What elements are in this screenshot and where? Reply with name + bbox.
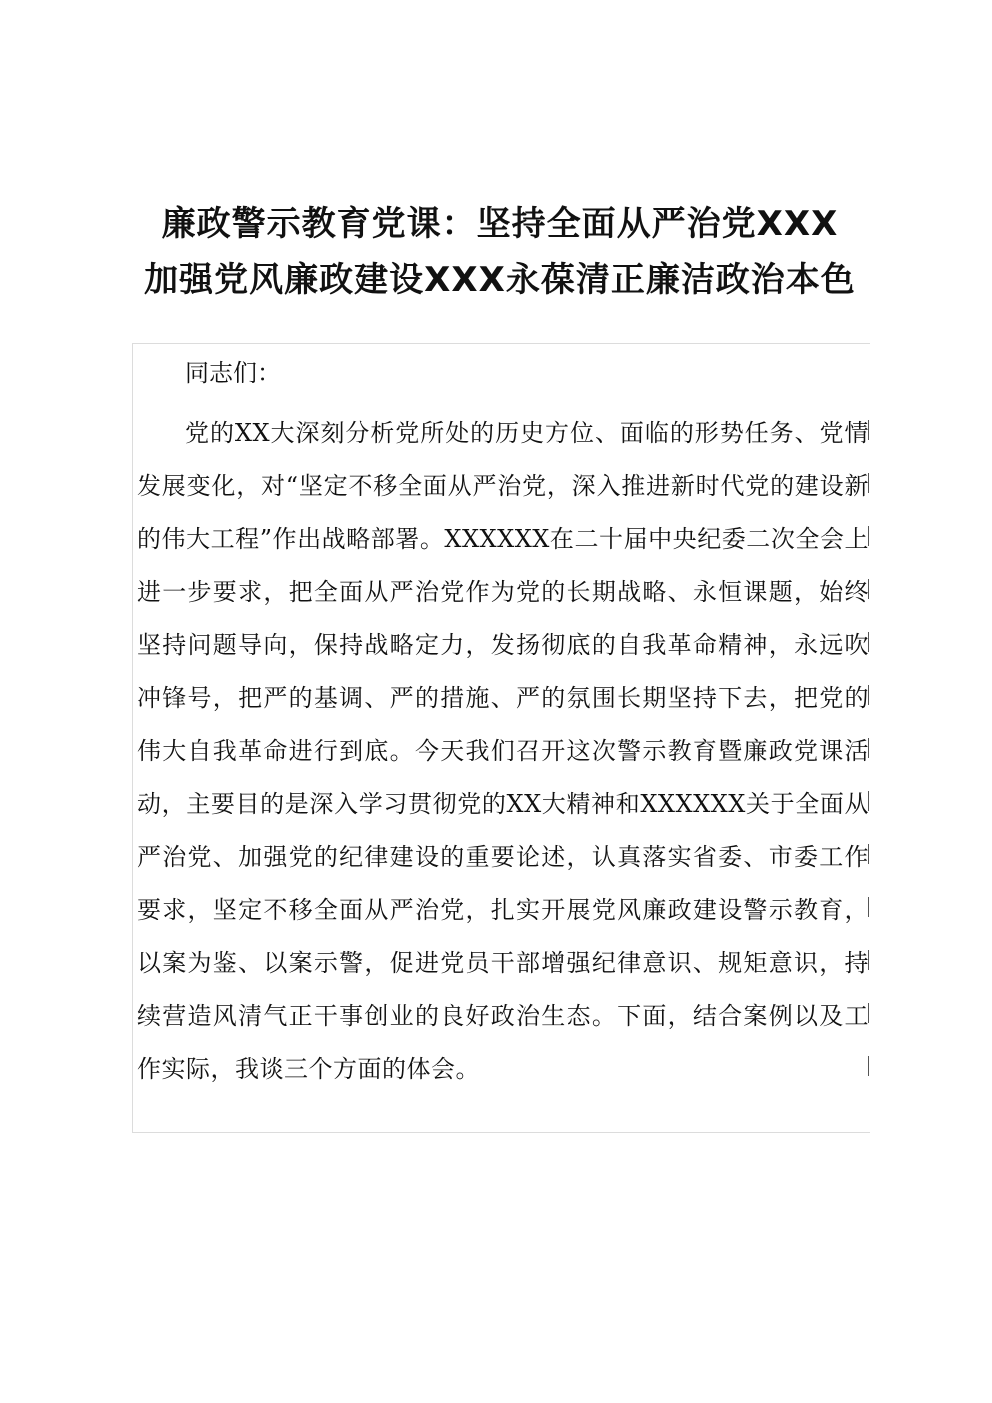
- document-title: [130, 196, 870, 308]
- salutation: 同志们：: [185, 359, 281, 387]
- body-paragraph: 党的XX大深刻分析党所处的历史方位、面临的形势任务、党情发展变化，对“坚定不移全面从严治党，深入推进新时代党的建设新的伟大工程”作出战略部署。XXXXXX在二十届中央纪委二次全会上进一步要求，把全面从严治党作为党的长期战略、永恒课题，始终坚持问题导向，保持战略定力，发扬彻底的自我革命精神，永远吹冲锋号，把严的基调、严的措施、严的氛围长期坚持下去，把党的伟大自我革命进行到底。今天我们召开这次警示教育暨廉政党课活动，主要目的是深入学习贯彻党的XX大精神和XXXXXX关于全面从严治党、加强党的纪律建设的重要论述，认真落实省委、市委工作要求，坚定不移全面从严治党，扎实开展党风廉政建设警示教育，以案为鉴、以案示警，促进党员干部增强纪律意识、规矩意识，持续营造风清气正干事创业的良好政治生态。下面，结合案例以及工作实际，我谈三个方面的体会。: [137, 419, 869, 1083]
- title-line-2: 加强党风廉政建设XXX永葆清正廉洁政治本色: [144, 260, 856, 300]
- document-body: [137, 352, 869, 1096]
- title-line-1: 廉政警示教育党课：坚持全面从严治党XXX: [161, 204, 839, 244]
